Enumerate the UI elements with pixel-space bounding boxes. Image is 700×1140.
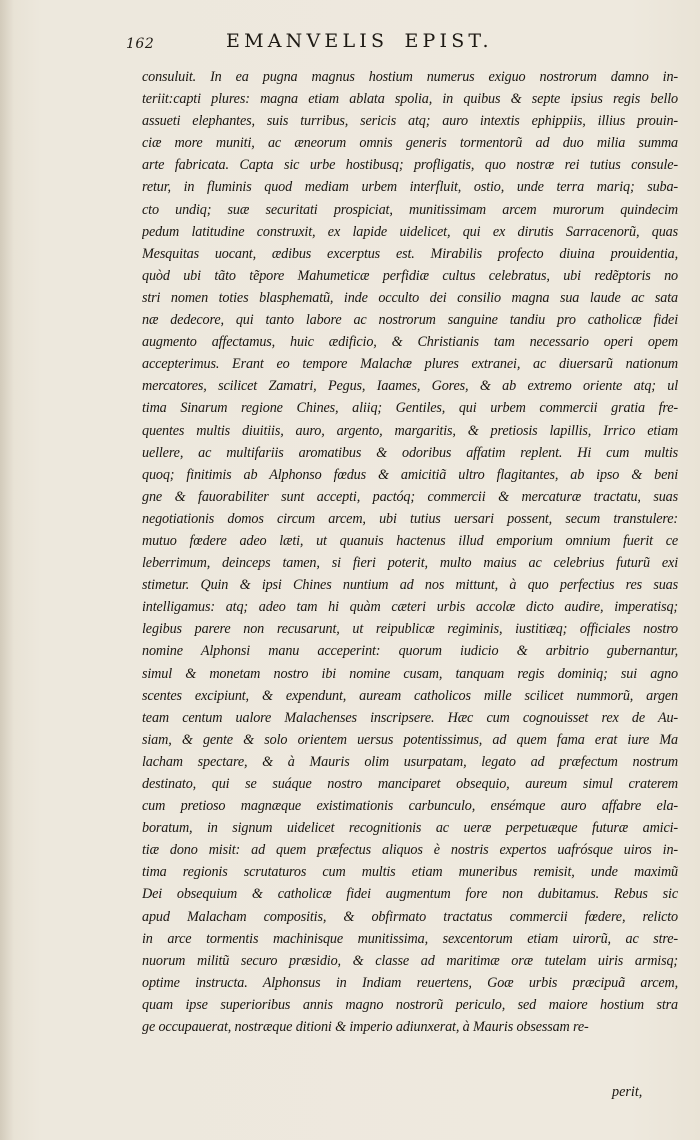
text-line: ge occupauerat, nostræque ditioni & imperio adiunxerat, à Mauris obsessam re- [142,1019,589,1036]
text-line: cum pretioso magnæque existimationis carbunculo, ensémque auro affabre ela- [142,798,678,815]
text-line: quòd ubi tãto tẽpore Mahumeticæ perfidiæ cultus celebratus, ubi redẽptoris no [142,267,678,284]
text-line: nuorum militũ securo præsidio, & classe ad maritimæ oræ tutelam uiris armisq; [142,952,678,969]
text-line: mercatores, scilicet Zamatri, Pegus, Iaames, Gores, & ab extremo oriente atq; ul [142,378,678,395]
text-line: augmento affectamus, huic ædificio, & Christianis tam necessario operi opem [142,334,678,351]
page-header [126,30,646,56]
text-line: pedum latitudine construxit, ex lapide uidelicet, qui ex dirutis Sarracenorũ, quas [142,223,678,240]
text-line: negotiationis domos circum arcem, ubi tutius uersari possent, secum transtulere: [142,510,678,527]
text-line: retur, in fluminis quod mediam urbem interfluit, ostio, unde terra mariq; suba- [142,179,678,196]
text-line: tiæ dono misit: ad quem præfectus aliquos è nostris expertos uafrósque uiros in- [142,842,678,859]
text-line: assueti elephantes, suis turribus, sericis atq; auro intextis ephippiis, illius prouin- [142,113,678,130]
text-line: apud Malacham compositis, & obfirmato tractatus commercii fœdere, relicto [142,908,678,925]
text-line: simul & monetam nostro ibi nomine cusam, tanquam regis dominiq; sui agno [142,665,678,682]
text-line: arte fabricata. Capta sic urbe hostibusq; profligatis, quo nostræ rei tutius consule- [142,157,678,174]
text-line: Mesquitas uocant, ædibus excerptus est. Mirabilis profecto diuina prouidentia, [142,245,678,262]
gutter-shadow [0,0,14,1140]
text-line: mutuo fœdere adeo læti, ut quanuis hactenus illud emporium omnium fuerit ce [142,532,678,549]
text-line: destinato, qui se suáque nostro manciparet obsequio, aureum simul craterem [142,776,678,792]
text-line: teriit:capti plures: magna etiam ablata spolia, in quibus & septe ipsius regis bello [142,91,678,108]
text-line: accepterimus. Erant eo tempore Malachæ plures extranei, ac diuersarũ nationum [142,356,678,373]
text-line: quentes multis diuitiis, auro, argento, margaritis, & pretiosis lapillis, Irrico etiam [142,422,678,439]
text-line: boratum, in signum uidelicet recognitionis ac ueræ perpetuæque futuræ amici- [142,820,678,837]
text-line: team centum ualore Malachenses inscripsere. Hæc cum cognouisset rex de Au- [142,709,678,726]
text-line: Dei obsequium & catholicæ fidei augmentum fore non dubitamus. Rebus sic [142,886,678,903]
text-line: legibus parere non recusarunt, ut reipublicæ regiminis, iustitiæq; officiales nostro [142,621,678,638]
text-line: intelligamus: atq; adeo tam hi quàm cæteri urbis accolæ dicto audire, imperatisq; [142,599,678,616]
text-line: stri nomen toties blasphematũ, inde occulto dei consilio magna sua laude ac sata [142,289,678,306]
catchword: perit, [612,1084,643,1100]
text-line: lacham spectare, & à Mauris olim usurpatam, legato ad præfectum nostrum [142,753,678,770]
text-line: quoq; finitimis ab Alphonso fœdus & amicitiã ultro flagitantes, ab ipso & beni [142,466,678,483]
text-line: siam, & gente & solo orientem uersus potentissimus, ad quem fama erat iure Ma [142,731,678,748]
text-line: scentes excipiunt, & expendunt, auream catholicos mille scilicet nummorũ, argen [142,687,678,704]
body-text [142,66,678,1038]
text-line: optime instructa. Alphonsus in Indiam reuertens, Goæ urbis præcipuã arcem, [142,974,678,991]
text-line: gne & fauorabiliter sunt accepti, pactóq; commercii & mercaturæ tractatu, suas [142,488,678,505]
running-head: EMANVELIS EPIST. [226,30,493,52]
text-line: consuluit. In ea pugna magnus hostium numerus exiguo nostrorum damno in- [142,69,678,85]
text-line: stimetur. Quin & ipsi Chines nuntium ad nos mittunt, à quo perfectius res suas [142,577,678,594]
text-line: nomine Alphonsi manu acceperint: quorum iudicio & arbitrio gubernantur, [142,643,678,660]
text-line: tima regionis scrutaturos cum multis etiam muneribus remisit, unde maximũ [142,864,678,881]
text-line: uellere, ac multifariis aromatibus & odoribus affatim replent. Hi cum multis [142,444,678,461]
text-line: cto undiq; suæ securitati prospiciat, munitissimam arcem murorum quindecim [142,201,678,218]
page-number: 162 [126,36,155,52]
text-line: quam ipse superioribus annis magno nostrorũ periculo, sed maiore hostium stra [142,996,678,1013]
text-line: leberrimum, deinceps tamen, si fieri poterit, multo maius ac celebrius futurũ exi [142,555,678,572]
text-line: in arce tormentis machinisque munitissima, sexcentorum etiam uirorũ, ac stre- [142,930,678,947]
text-line: næ dedecore, qui tanto labore ac nostrorum sanguine tandiu pro catholicæ fidei [142,312,678,329]
text-line: tima Sinarum regione Chines, aliiq; Gentiles, qui urbem commercii gratia fre- [142,400,678,417]
text-line: ciæ more muniti, ac æneorum omnis generis tormentorũ ad duo milia summa [142,135,678,152]
